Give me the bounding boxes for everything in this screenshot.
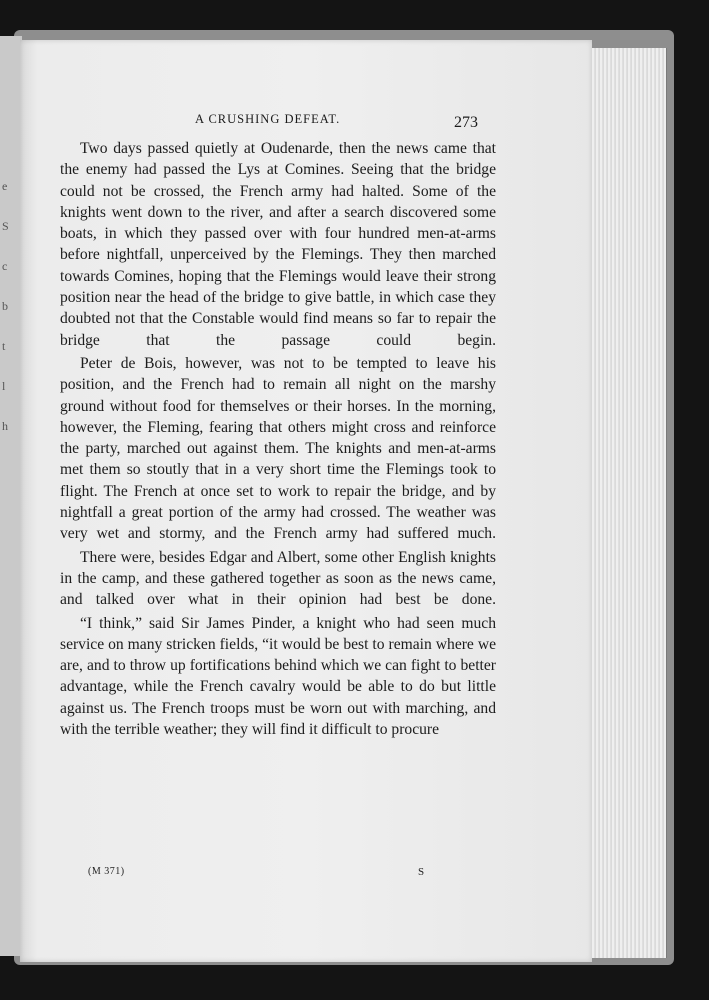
paragraph: “I think,” said Sir James Pinder, a knight who had seen much service on many stricken fields, “it would be best to remain where we are, and to throw up fortifications behind which we can fight to better advantage, while the French cavalry would be able to do but little against us. The French troops must be worn out with marching, and with the terrible weather; they will find it difficult to procure [60,614,496,739]
paragraph: Two days passed quietly at Oudenarde, then the news came that the enemy had passed the Lys at Comines. Seeing that the bridge could not be crossed, the French army had halted. Some of the knights went down to the river, and after a search discovered some boats, in which they passed over with four hundred men-at-arms before nightfall, unperceived by the Flemings. They then marched towards Comines, hoping that the Flemings would leave their strong position near the head of the bridge to give battle, in which case they doubted not that the Constable would find means so far to repair the bridge that the passage could begin. [60,140,496,349]
fragment-letter: h [2,419,8,433]
fragment-letter: t [2,339,6,353]
book-page [20,40,592,962]
facing-page-fragments [2,166,16,446]
facing-page-edge [0,36,22,956]
page-number: 273 [454,114,478,131]
signature-letter: S [418,866,425,878]
body-text [60,138,496,742]
paragraph: Peter de Bois, however, was not to be tempted to leave his position, and the French had to remain all night on the marshy ground without food for themselves or their horses. In the morning, however, the Fleming, fearing that others might cross and reinforce the party, marched out against them. The knights and men-at-arms met them so stoutly that in a very short time the Flemings took to flight. The French at once set to work to repair the bridge, and by nightfall a great portion of the army had crossed. The weather was very wet and stormy, and the French army had suffered much. [60,354,496,543]
running-head: A CRUSHING DEFEAT. [195,112,341,126]
paragraph: There were, besides Edgar and Albert, some other English knights in the camp, and these gathered together as soon as the news came, and talked over what in their opinion had best be done. [60,548,496,609]
fragment-letter: l [2,379,6,393]
signature-mark: (M 371) [88,866,125,877]
fragment-letter: c [2,259,8,273]
fragment-letter: S [2,219,9,233]
page-stack-edge [590,48,667,958]
fragment-letter: b [2,299,8,313]
fragment-letter: e [2,179,8,193]
